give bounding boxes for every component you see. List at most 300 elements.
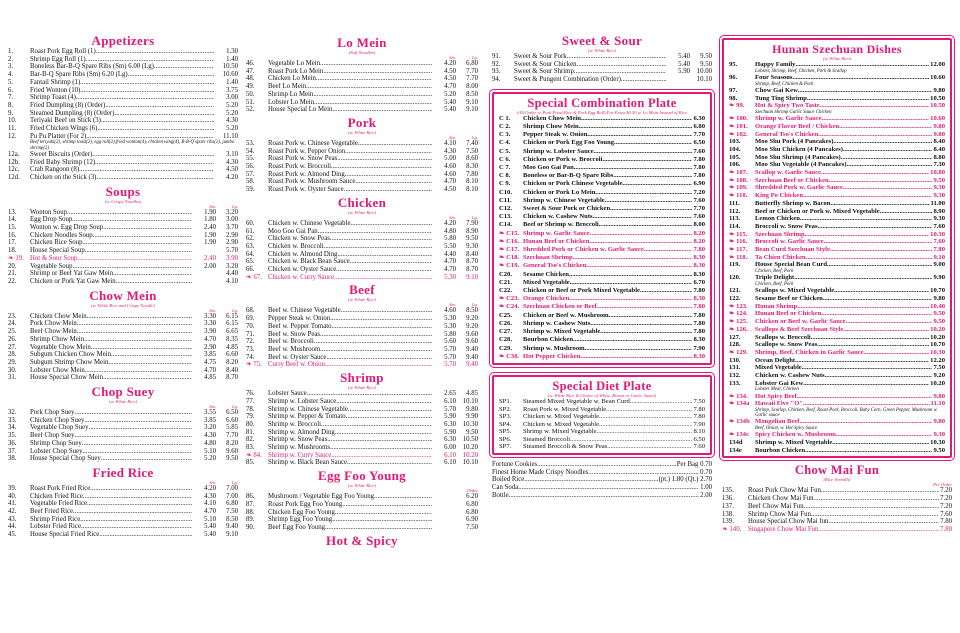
menu-item	[729, 208, 945, 216]
item-price-small: 4.70	[432, 258, 456, 266]
item-price: 8.00	[693, 221, 705, 229]
item-price-large: 8.90	[456, 228, 478, 236]
item-price-small: 2.90	[192, 344, 216, 352]
menu-item	[499, 180, 705, 188]
item-price-small: 5.20	[432, 91, 456, 99]
menu-item	[729, 334, 945, 342]
item-number: 20.	[8, 262, 17, 270]
item-price-small: 5.80	[432, 331, 456, 339]
item-price-large: 9.60	[216, 448, 238, 456]
item-number: C21.	[499, 278, 513, 286]
item-price-large: 3.90	[216, 255, 238, 263]
item-price-large: 6.60	[216, 417, 238, 425]
section-subtitle: (w. White Rice)	[587, 48, 617, 53]
item-name: Scallop w. Garlic Sauce .....	[755, 169, 929, 177]
item-number: 44.	[8, 523, 17, 531]
item-number: C 3.	[499, 131, 511, 139]
menu-item	[499, 353, 705, 361]
item-number: 12c.	[8, 166, 20, 174]
menu-item	[8, 224, 238, 232]
menu-item	[499, 156, 705, 164]
item-name: Chicken Noodles Soup .....	[30, 232, 192, 240]
item-name: Chicken w. Mixed Vegetable .....	[523, 413, 692, 421]
item-number: ❧ 109.	[729, 184, 748, 192]
item-price-large: 8.50	[216, 516, 238, 524]
menu-item	[499, 406, 705, 414]
extra-name: Boiled Rice .....	[492, 476, 658, 484]
extra-price: 2.00	[700, 491, 712, 499]
item-price-small: 2.40	[192, 224, 216, 232]
size-label-lg: Lg.	[471, 55, 478, 60]
menu-item	[246, 452, 478, 460]
section-subtitle: (w. White Rice and Crispy Noodle)	[91, 302, 155, 308]
menu-item	[8, 56, 238, 64]
item-price-large: 9.60	[456, 338, 478, 346]
menu-item	[8, 87, 238, 95]
menu-item	[499, 287, 705, 295]
item-price-small: 5.50	[432, 243, 456, 251]
item-price-large: 9.50	[690, 61, 712, 69]
menu-item	[499, 303, 705, 311]
item-number: 88.	[246, 508, 255, 516]
item-number: 121.	[729, 287, 741, 295]
extra-item	[492, 476, 712, 484]
item-price-large: 10.10	[456, 459, 478, 467]
item-price-small: 4.20	[432, 220, 456, 228]
item-name: Steamed Broccoli & Snow Peas .....	[523, 443, 692, 451]
menu-item	[8, 320, 238, 328]
item-name: Chicken w. Snow Peas .....	[268, 235, 432, 243]
item-price: 6.80	[693, 123, 705, 131]
menu-item	[8, 493, 238, 501]
item-price-large: 8.10	[456, 178, 478, 186]
item-number: 4.	[8, 71, 14, 79]
item-number: ❧ C23.	[499, 295, 520, 303]
menu-item	[246, 413, 478, 421]
item-number: 68.	[246, 307, 255, 315]
menu-item	[8, 209, 238, 217]
menu-item	[8, 247, 238, 255]
item-number: 103.	[729, 138, 741, 146]
item-price: 9.50	[933, 310, 945, 318]
item-description: Szechuan Shrimp Garlic Sauce Chicken	[755, 109, 832, 115]
menu-item	[729, 177, 945, 185]
item-price-large: 9.60	[456, 331, 478, 339]
item-number: ❧ 126.	[729, 325, 748, 333]
item-price-small: 4.70	[432, 178, 456, 186]
item-name: Broccoli w. Snow Peas .....	[755, 223, 932, 231]
item-price-small: 2.00	[192, 263, 216, 271]
item-price-large: 6.15	[216, 313, 238, 321]
menu-item	[499, 189, 705, 197]
item-number: C11.	[499, 196, 512, 204]
menu-item	[8, 125, 238, 133]
item-price-small: 2.40	[192, 255, 216, 263]
item-number: 79.	[246, 413, 255, 421]
item-price-small: 3.30	[192, 313, 216, 321]
item-description: Chicken, Beef, Pork	[755, 269, 794, 275]
section-title-hunan-szechuan-dishes: Hunan Szechuan Dishes	[772, 42, 902, 56]
item-description: Beef, Onion, w. Hot Spicy Sauce	[755, 426, 817, 432]
item-price: 11.00	[930, 199, 945, 207]
item-name: Shrimp w. Lobster Sauce .....	[268, 398, 432, 406]
section-subtitle: (Rice Vermilli)	[823, 477, 851, 483]
menu-item	[246, 509, 478, 517]
section-title-hot-spicy: Hot & Spicy	[326, 532, 398, 548]
item-number: ❧ 67.	[246, 273, 262, 281]
item-price: 8.20	[693, 229, 705, 237]
size-label-sm: Sm.	[209, 203, 216, 209]
item-number: ❧ 134c	[729, 431, 749, 439]
item-price: 10.60	[930, 73, 945, 81]
item-name: Bean Curd Szechuan Style .....	[755, 246, 932, 254]
menu-item	[729, 74, 945, 82]
order-label: Order	[466, 488, 478, 494]
item-price-small: 5.90	[666, 68, 690, 76]
section-title-soups: Soups	[105, 183, 141, 199]
item-price-small: 4.70	[192, 336, 216, 344]
item-price: 9.30	[933, 431, 945, 439]
item-price: 9.80	[933, 392, 945, 400]
item-name: Shrimp Egg Roll (1) .....	[30, 56, 214, 64]
item-number: 133.	[729, 379, 741, 387]
item-name: Fried Dumpling (8) (Order) .....	[30, 102, 214, 110]
menu-item	[8, 94, 238, 102]
item-price-small: 11.10	[214, 133, 238, 141]
item-price-large: 9.10	[456, 274, 478, 282]
item-price-large: 7.50	[456, 524, 478, 532]
item-number: 82.	[246, 436, 255, 444]
item-price-small: 4.30	[192, 432, 216, 440]
size-label-sm: Sm.	[449, 134, 456, 140]
item-number: 16.	[8, 231, 17, 239]
item-name: Chicken Lo Mein .....	[268, 75, 432, 83]
item-price-small: 4.20	[214, 174, 238, 182]
item-price-large: 9.40	[456, 354, 478, 362]
item-price: 7.70	[693, 205, 705, 213]
item-name: Scallops w. Mixed Vegetable .....	[755, 287, 929, 295]
item-number: 138.	[722, 510, 734, 518]
item-name: Roast Pork w. Oyster Sauce .....	[268, 186, 432, 194]
menu-item	[499, 197, 705, 205]
item-price-small: 4.50	[432, 68, 456, 76]
item-price: 7.80	[693, 319, 705, 327]
menu-item	[729, 400, 945, 408]
extra-price: 1.00	[700, 484, 712, 492]
extra-name: Bottle .....	[492, 492, 699, 500]
item-name: Fried Chicken Wings (6) .....	[30, 125, 214, 133]
item-price-small: 1.40	[214, 56, 238, 64]
menu-item	[246, 436, 478, 444]
item-price: 7.80	[933, 246, 945, 254]
menu-item	[246, 148, 478, 156]
item-number: 50.	[246, 90, 255, 98]
item-description: Lobster, Shrimp, Beef, Chicken, Pork & Scallop	[755, 68, 847, 74]
item-price: 9.80	[933, 122, 945, 130]
item-price: 8.10	[693, 428, 705, 436]
item-price-large: 4.85	[456, 390, 478, 398]
item-name: Chicken or Beef w. Garlic Sauce .....	[755, 318, 932, 326]
item-name: Chicken w. Broccoli .....	[268, 243, 432, 251]
item-price-large: 7.80	[456, 171, 478, 179]
menu-item	[8, 166, 238, 174]
menu-item	[246, 163, 478, 171]
item-name: Lobster Sauce .....	[268, 390, 432, 398]
item-number: 111.	[729, 199, 740, 207]
item-number: SP7.	[499, 443, 512, 451]
item-price-small: 5.20	[214, 102, 238, 110]
item-name: Hawaii Five "O" .....	[755, 400, 930, 408]
item-number: ❧ C30.	[499, 352, 520, 360]
item-price: 7.80	[693, 328, 705, 336]
diet-plate-box	[492, 375, 712, 455]
item-name: Roast Pork Chow Mai Fun .....	[748, 487, 939, 495]
item-number: 55.	[246, 155, 255, 163]
item-number: 49.	[246, 83, 255, 91]
item-price-large: 7.40	[456, 140, 478, 148]
item-name: Beef Lo Mein .....	[268, 83, 432, 91]
item-name: Beef w. Chinese Vegetable .....	[268, 307, 432, 315]
item-number: ❧ 124.	[729, 310, 748, 318]
item-price: 8.30	[693, 254, 705, 262]
item-price: 10.70	[930, 341, 945, 349]
menu-item	[8, 424, 238, 432]
menu-item	[8, 351, 238, 359]
menu-item	[499, 164, 705, 172]
item-name: Shrimp w. Mixed Vegetable .....	[523, 428, 692, 436]
item-number: ❧ 75.	[246, 361, 262, 369]
item-number: 137.	[722, 502, 734, 510]
item-number: C26.	[499, 319, 513, 327]
item-price-small: 5.40	[432, 106, 456, 114]
menu-item	[729, 287, 945, 295]
item-name: Four Seasons .....	[755, 74, 929, 82]
item-name: Lobster Gai Kew .....	[755, 380, 929, 388]
section-subtitle: (w. White Rice)	[822, 56, 852, 61]
item-price-small: 4.50	[214, 166, 238, 174]
item-price-small: 5.40	[192, 523, 216, 531]
item-number: 70.	[246, 322, 255, 330]
item-number: 12.	[8, 132, 17, 140]
item-number: 38.	[8, 455, 17, 463]
item-number: 56.	[246, 163, 255, 171]
menu-item	[246, 331, 478, 339]
item-name: Egg Drop Soup .....	[30, 216, 192, 224]
menu-item	[8, 102, 238, 110]
item-price: 7.80	[693, 164, 705, 172]
menu-item	[499, 428, 705, 436]
item-number: 52.	[246, 106, 255, 114]
item-price-small: 4.30	[214, 159, 238, 167]
item-name: Shrimp w. Mixed Vegetable .....	[523, 328, 692, 336]
menu-item	[722, 511, 952, 519]
menu-item	[729, 161, 945, 169]
item-name: Szechuan Beef or Chicken .....	[755, 177, 932, 185]
item-price-large: 8.00	[456, 83, 478, 91]
extra-price: Per Bag 0.70	[676, 461, 712, 469]
item-number: 128.	[729, 341, 741, 349]
item-name: Szechuan Chicken or Beef .....	[523, 303, 692, 311]
item-name: Hot & Spicy Two Taste .....	[755, 102, 929, 110]
item-name: Roast Pork Lo Mein .....	[268, 68, 432, 76]
item-number: 54.	[246, 147, 255, 155]
item-name: Roast Pork w. Broccoli .....	[268, 163, 432, 171]
item-number: 83.	[246, 444, 255, 452]
item-price: 7.70	[693, 131, 705, 139]
menu-item	[246, 398, 478, 406]
item-description: Beef teriyaki(2), shrimp toast(2), egg roll(2),fried wonton(4), chicken wing(4), B-B-Q spare ribs(2), jumbo shrimp(2)	[30, 140, 235, 151]
menu-item	[492, 76, 712, 84]
item-number: ❧ 116.	[729, 238, 748, 246]
extra-item	[492, 461, 712, 469]
menu-item	[729, 246, 945, 254]
item-number: ❧ 134a	[729, 400, 750, 408]
menu-item	[8, 270, 238, 278]
item-name: Crab Rangoon (8) .....	[30, 166, 214, 174]
item-name: Shrimp w. Almond Ding .....	[268, 429, 432, 437]
item-name: Pork Chow Mein .....	[30, 320, 192, 328]
item-name: Lobster Fried Rice .....	[30, 523, 192, 531]
menu-item	[499, 262, 705, 270]
size-label-sm: Sm.	[449, 302, 456, 308]
item-name: Sesame Chicken .....	[523, 271, 692, 279]
item-name: Chicken w. Black Bean Sauce .....	[268, 258, 432, 266]
item-number: 53.	[246, 139, 255, 147]
item-name: Chicken Egg Foo Young .....	[268, 509, 432, 517]
menu-item	[8, 455, 238, 463]
item-price-large: 4.85	[216, 344, 238, 352]
item-price-large: 10.00	[690, 68, 712, 76]
size-label-lg: Lg.	[231, 404, 238, 410]
menu-item	[729, 123, 945, 131]
menu-item	[246, 390, 478, 398]
item-price-small: 4.30	[192, 493, 216, 501]
item-name: Shrimp w. Cashew Nuts .....	[523, 320, 692, 328]
item-price: 7.20	[940, 502, 952, 510]
extra-name: Finest Home Made Crispy Noodles .....	[492, 469, 699, 477]
item-price-large: 5.85	[216, 424, 238, 432]
item-price-large: 9.50	[690, 53, 712, 61]
item-price: 7.80	[693, 413, 705, 421]
section-title-egg-foo-young: Egg Foo Young	[318, 468, 406, 484]
menu-item	[8, 79, 238, 87]
item-price-small: 6.10	[432, 452, 456, 460]
menu-item	[246, 524, 478, 532]
size-label-sm: Sm.	[209, 307, 216, 313]
item-price-large: 6.90	[456, 516, 478, 524]
size-label-lg: Lg.	[231, 479, 238, 485]
item-number: 120.	[729, 274, 741, 282]
item-name: Beef Fried Rice .....	[30, 508, 192, 516]
item-price-small: 4.20	[192, 485, 216, 493]
item-price-large: 9.10	[456, 99, 478, 107]
item-name: Roast Pork Fried Rice .....	[30, 485, 192, 493]
item-price: 8.30	[693, 270, 705, 278]
menu-item	[8, 508, 238, 516]
item-price: 6.30	[693, 114, 705, 122]
item-number: 106.	[729, 161, 741, 169]
menu-item	[246, 459, 478, 467]
item-price-small: 3.75	[214, 87, 238, 95]
item-number: 94.	[492, 76, 501, 84]
menu-item	[729, 238, 945, 246]
menu-item	[246, 68, 478, 76]
section-subtitle: (w. White Rice)	[347, 297, 377, 303]
extra-price: 0.70	[700, 468, 712, 476]
item-name: Shrimp Chow Mai Fun .....	[748, 511, 939, 519]
item-name: Chicken w. Curry Sauce .....	[268, 274, 432, 282]
item-price: 8.40	[933, 145, 945, 153]
item-price: 10.30	[930, 439, 945, 447]
item-price: 7.20	[693, 188, 705, 196]
item-name: Roast Pork w. Almond Ding .....	[268, 171, 432, 179]
item-number: ❧ 125.	[729, 318, 748, 326]
menu-item	[499, 246, 705, 254]
item-price-large: 9.50	[456, 429, 478, 437]
item-price-large: 8.35	[216, 336, 238, 344]
item-price-large: 6.50	[216, 409, 238, 417]
item-price: 9.50	[933, 318, 945, 326]
item-price-small: 4.75	[192, 359, 216, 367]
item-number: 90.	[246, 523, 255, 531]
item-number: 11.	[8, 125, 17, 133]
item-name: Orange Chicken .....	[523, 295, 692, 303]
item-price: 7.60	[940, 510, 952, 518]
item-price: 7.90	[693, 344, 705, 352]
item-price-small: 3.00	[214, 94, 238, 102]
item-price: 10.40	[930, 302, 945, 310]
item-name: Chicken Chop Suey .....	[30, 417, 192, 425]
menu-item	[246, 106, 478, 114]
column-2	[246, 36, 478, 548]
item-number: ❧ 118.	[729, 253, 748, 261]
item-name: Hot Pepper Chicken .....	[523, 353, 692, 361]
item-price: 9.00	[933, 261, 945, 269]
item-price-small: 4.10	[192, 500, 216, 508]
item-price-small: 5.30	[432, 274, 456, 282]
item-price-small: 4.10	[432, 140, 456, 148]
item-name: Hot & Sour Soup .....	[30, 255, 192, 263]
item-name: Teriyaki Beef on Stick (3) .....	[30, 117, 214, 125]
item-name: Vegetable Lo Mein .....	[268, 60, 432, 68]
item-name: Shrimp w. Chinese Vegetable .....	[523, 197, 692, 205]
item-price-large: 3.20	[216, 209, 238, 217]
item-name: Boneless Bar-B-Q Spare Ribs (Sm) 6.00 (Lg) .....	[30, 63, 214, 71]
item-name: Beef or Shrimp w. Broccoli .....	[523, 221, 692, 229]
item-price-small: 1.40	[214, 79, 238, 87]
item-number: C 9.	[499, 180, 511, 188]
menu-item	[729, 431, 945, 439]
item-price: 9.10	[933, 253, 945, 261]
item-number: 10.	[8, 117, 17, 125]
item-name: Scallops & Beef Szechuan Style .....	[755, 326, 929, 334]
section-subtitle: (w. White Rice)	[108, 399, 138, 405]
item-name: Wonton w. Egg Drop Soup .....	[30, 224, 192, 232]
column-4	[722, 38, 952, 534]
item-price-small: 5.10	[192, 516, 216, 524]
item-price: 9.80	[933, 86, 945, 94]
item-price-large: 9.90	[456, 413, 478, 421]
item-price-large: 9.50	[216, 455, 238, 463]
item-number: ❧ 102.	[729, 130, 748, 138]
item-name: Sweet & Sour Shrimp .....	[514, 68, 666, 76]
menu-item	[246, 274, 478, 282]
item-number: C 1.	[499, 114, 511, 122]
item-name: Butterfly Shrimp w. Bacon .....	[755, 200, 930, 208]
menu-item	[729, 200, 945, 208]
menu-item	[8, 344, 238, 352]
column-1	[8, 34, 238, 539]
